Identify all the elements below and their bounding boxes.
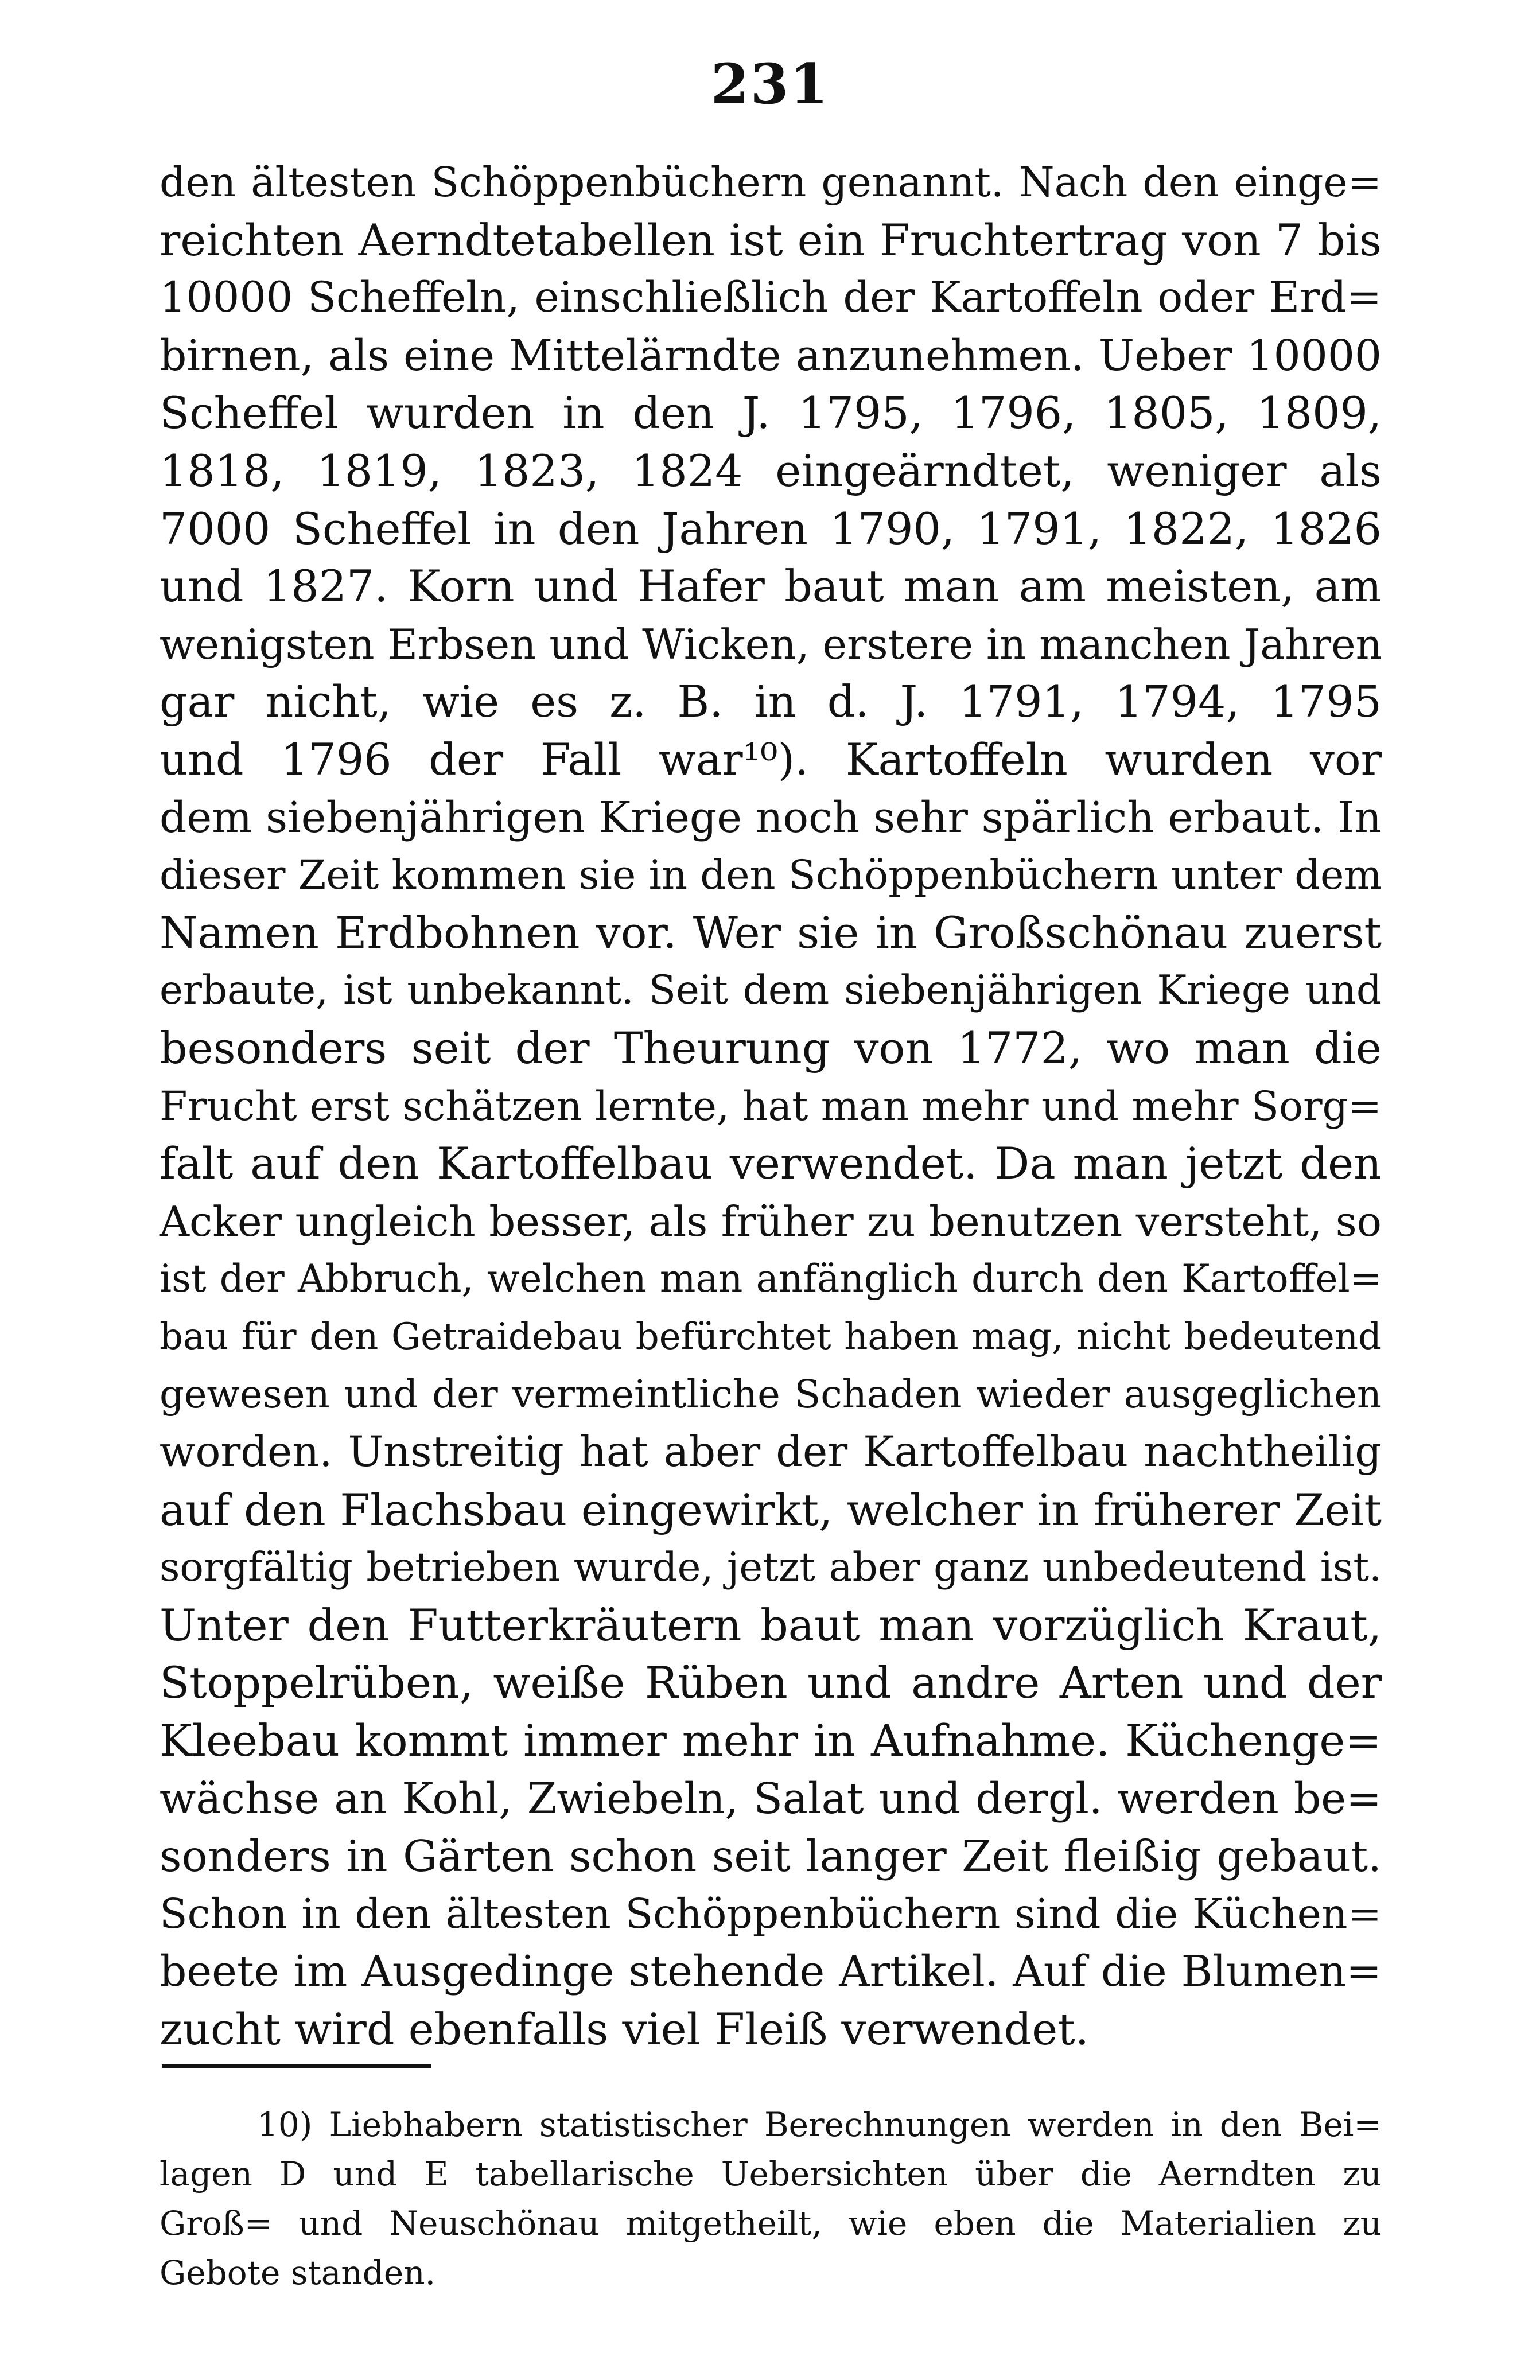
page-number: 231: [710, 52, 830, 116]
body-text: [160, 154, 1382, 2059]
text-line: erbaute, ist unbekannt. Seit dem siebenjährigen Kriege und: [160, 967, 1382, 1014]
text-line: gewesen und der vermeintliche Schaden wieder ausgeglichen: [160, 1372, 1382, 1417]
text-line: ist der Abbruch, welchen man anfänglich durch den Kartoffel=: [160, 1257, 1382, 1301]
text-line: Frucht erst schätzen lernte, hat man mehr und mehr Sorg=: [160, 1082, 1382, 1130]
text-line: beete im Ausgedinge stehende Artikel. Auf die Blumen=: [160, 1947, 1382, 1997]
footnote-line: lagen D und E tabellarische Uebersichten über die Aerndten zu: [160, 2155, 1382, 2194]
text-line: dieser Zeit kommen sie in den Schöppenbüchern unter dem: [160, 851, 1382, 899]
text-line: besonders seit der Theurung von 1772, wo man die: [160, 1022, 1382, 1074]
text-line: Stoppelrüben, weiße Rüben und andre Arten und der: [160, 1657, 1382, 1709]
text-line: und 1827. Korn und Hafer baut man am meisten, am: [160, 561, 1382, 612]
text-line: und 1796 der Fall war¹⁰). Kartoffeln wurden vor: [160, 733, 1382, 785]
text-line: Acker ungleich besser, als früher zu benutzen versteht, so: [160, 1197, 1382, 1246]
text-line: zucht wird ebenfalls viel Fleiß verwendet.: [160, 2004, 1089, 2055]
text-line: Namen Erdbohnen vor. Wer sie in Großschönau zuerst: [160, 907, 1382, 958]
text-line: auf den Flachsbau eingewirkt, welcher in früherer Zeit: [160, 1484, 1382, 1535]
text-line: gar nicht, wie es z. B. in d. J. 1791, 1794, 1795: [160, 676, 1382, 728]
text-line: bau für den Getraidebau befürchtet haben mag, nicht bedeutend: [160, 1315, 1382, 1358]
text-line: 7000 Scheffel in den Jahren 1790, 1791, 1822, 1826: [160, 503, 1382, 554]
text-line: Schon in den ältesten Schöppenbüchern sind die Küchen=: [160, 1889, 1382, 1938]
footnote-line: 10) Liebhabern statistischer Berechnungen werden in den Bei=: [257, 2105, 1382, 2144]
text-line: sorgfältig betrieben wurde, jetzt aber ganz unbedeutend ist.: [160, 1545, 1382, 1591]
text-line: 10000 Scheffeln, einschließlich der Kartoffeln oder Erd=: [160, 273, 1382, 322]
text-line: dem siebenjährigen Kriege noch sehr spärlich erbaut. In: [160, 792, 1382, 842]
text-line: birnen, als eine Mittelärndte anzunehmen. Ueber 10000: [160, 330, 1382, 380]
text-line: Unter den Futterkräutern baut man vorzüglich Kraut,: [160, 1599, 1382, 1651]
text-line: reichten Aerndtetabellen ist ein Fruchtertrag von 7 bis: [160, 214, 1382, 266]
text-line: wenigsten Erbsen und Wicken, erstere in manchen Jahren: [160, 620, 1382, 668]
text-line: 1818, 1819, 1823, 1824 eingeärndtet, weniger als: [160, 445, 1382, 496]
text-line: wächse an Kohl, Zwiebeln, Salat und dergl. werden be=: [160, 1774, 1382, 1823]
text-line: Kleebau kommt immer mehr in Aufnahme. Küchenge=: [160, 1715, 1382, 1767]
footnote-line: Gebote standen.: [160, 2253, 436, 2292]
footnote-line: Groß= und Neuschönau mitgetheilt, wie eben die Materialien zu: [160, 2204, 1382, 2243]
text-line: Scheffel wurden in den J. 1795, 1796, 1805, 1809,: [160, 387, 1382, 439]
text-line: worden. Unstreitig hat aber der Kartoffelbau nachtheilig: [160, 1428, 1382, 1477]
footnote-rule: [162, 2064, 431, 2068]
footnote: [160, 2100, 1382, 2297]
text-line: sonders in Gärten schon seit langer Zeit fleißig gebaut.: [160, 1831, 1382, 1882]
text-line: falt auf den Kartoffelbau verwendet. Da man jetzt den: [160, 1138, 1382, 1189]
text-line: den ältesten Schöppenbüchern genannt. Nach den einge=: [160, 158, 1382, 206]
